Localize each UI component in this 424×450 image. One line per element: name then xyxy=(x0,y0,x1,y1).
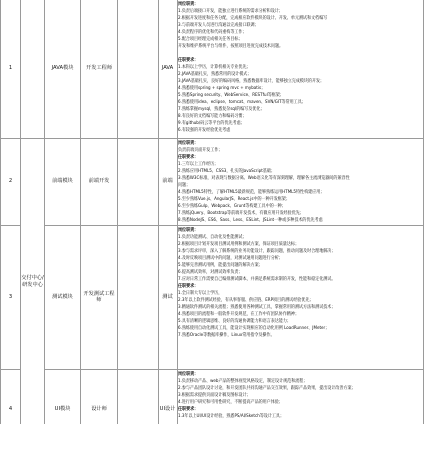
requirement-line: 开发和维护系统平台与组件，按照项目进度完成技术问题。 xyxy=(178,44,284,50)
section-heading: 岗位职责： xyxy=(178,372,199,377)
requirement-line: 2.参与产品团队设计讨论，和开发团队共同沟通产品交互效果，跟踪产品效果，提出设计改善方案； xyxy=(178,386,356,392)
requirement-line: 4.熟悉HTML5特性，了解HTML5最新规范，能够熟练运用HTML5特性构建应用； xyxy=(178,190,325,196)
requirement-line: 3.JAVA基础扎实，良好的编码风格，熟悉数据库设计，能够独立完成模块的开发； xyxy=(178,79,325,85)
row-number: 2 xyxy=(8,178,13,185)
section-heading: 任职要求： xyxy=(178,407,199,413)
requirement-line: 7.熟练掌握mysql，熟悉复杂sql的编写及优化； xyxy=(178,107,265,113)
requirement-line: 1.负责移动产品、web产品的整体视觉风格设定，制定设计规范和流程； xyxy=(178,379,308,385)
tech-cell: 测试 xyxy=(162,293,173,300)
requirement-line: 6.熟练使用自动化测试工具，能设计实现相应的自动化用例 LoadRunner、JMeter； xyxy=(178,326,330,332)
requirement-line: 1.负责功能测试、自动化及性能测试； xyxy=(178,235,247,241)
requirement-line: 5.至少熟练Vue.js、AngularJS、React.js中的一种开发框架； xyxy=(178,197,290,203)
requirement-line: 9.有github/码云等平台的优先考虑； xyxy=(178,121,245,127)
requirement-line: 问题； xyxy=(178,183,191,189)
requirement-line: 2.根据开发进度和任务分配，完成相应软件模块的设计、开发、单元测试和文档编写 xyxy=(178,16,328,22)
requirement-line: 3.熟悉W3C标准，对表现与数据分离、Web语义化等有深刻理解，理解各主流浏览器间的兼容性 xyxy=(178,176,350,182)
requirement-line: 2.根据项目计划开发项目测试用例和测试方案，保证项目质量达标； xyxy=(178,242,300,248)
row-number: 3 xyxy=(8,293,13,300)
tech-cell: 前端 xyxy=(162,178,173,185)
requirement-line: 4.及时反映项目测试中的问题，对测试通用问题进行分析； xyxy=(178,256,283,262)
requirement-line: 1.3年以上UI/UI设计经验，熟悉PS/AI/Sketch等设计工具； xyxy=(178,414,285,420)
requirement-line: 1.全日制大专以上学历， xyxy=(178,291,223,297)
position-cell: 开发测试工程师 xyxy=(83,291,115,303)
requirement-line: 8.有良好的文档编写能力和编码习惯； xyxy=(178,114,247,120)
requirement-line: 6.有较强的开发经验优先考虑 xyxy=(178,128,231,134)
department-cell: 交付中心/研发中心 xyxy=(21,274,44,288)
section-heading: 岗位职责： xyxy=(178,141,199,146)
module-cell: 前端模块 xyxy=(52,178,73,185)
requirement-line: 2.JAVA基础扎实，熟悉常用的设计模式； xyxy=(178,72,252,78)
module-cell: 测试模块 xyxy=(52,293,73,300)
requirement-line: 3.参与需求评审，深入了解系统的业务功能设计，跟踪问题，推动问题及时合理地解决； xyxy=(178,249,336,255)
requirements-cell xyxy=(178,1,423,138)
tech-cell: JAVA xyxy=(161,65,174,72)
requirement-line: 1.三年以上工作经历； xyxy=(178,162,219,168)
requirement-line: 6.提高测试效率，对测试效率负责； xyxy=(178,270,243,276)
section-heading: 岗位职责： xyxy=(178,228,199,233)
requirement-line: 负责前端页面开发工作； xyxy=(178,148,223,154)
requirement-line: 5.配合项目经理完成相关任务目标； xyxy=(178,37,243,43)
requirement-line: 4.负责程序的优化和代码重构等工作； xyxy=(178,30,247,36)
requirement-line: 1.本科以上学历，计算机相关专业优先； xyxy=(178,65,251,71)
section-heading: 任职要求： xyxy=(178,284,199,290)
requirement-line: 7.熟悉Oracle等数据库操作，Linux常用指令及操作。 xyxy=(178,333,275,339)
requirement-line: 7.熟练jQuery、Bootstrap等前端开发技术，有微应用开发经验优先； xyxy=(178,211,304,217)
module-cell: JAVA模块 xyxy=(51,65,74,72)
requirement-line: 8.熟悉NodeJS、ES6、Sass、Less、ESLint、JSLint一种或多种技术的优先考虑 xyxy=(178,218,323,224)
requirement-line: 4.进行用户研究和可用性研究，不断提高产品的用户体验； xyxy=(178,400,283,406)
requirement-line: 5.能够完善测试用例，能提出问题的解决方案； xyxy=(178,263,263,269)
position-cell: 开发工程师 xyxy=(86,65,112,72)
section-heading: 任职要求： xyxy=(178,58,199,64)
requirements-cell xyxy=(178,227,423,369)
requirements-cell xyxy=(178,371,423,424)
section-heading: 任职要求： xyxy=(178,155,199,161)
position-cell: 设计师 xyxy=(91,406,107,413)
row-number: 1 xyxy=(8,65,13,72)
module-cell: UI模块 xyxy=(54,406,71,413)
position-cell: 前端开发 xyxy=(88,178,110,185)
requirement-line: 2.熟练应用HTML5、CSS3，扎实的JavaScript基础； xyxy=(178,169,275,175)
requirements-cell xyxy=(178,140,423,225)
requirement-line xyxy=(178,50,403,57)
tech-cell: UI设计 xyxy=(159,406,176,413)
requirement-line: 6.至少熟练Gulp、Webpack、Grunt等构建工具中的一种； xyxy=(178,204,286,210)
requirement-line: 3.与前端开发人员进行沟通以完成接口联调； xyxy=(178,23,259,29)
requirement-line: 5.具有清晰的逻辑思维、良好的沟通协调能力和语言表达能力； xyxy=(178,319,291,325)
requirement-line: 3.根据需求提供页面设计稿及图标设计； xyxy=(178,393,251,399)
requirement-line: 5.熟悉Spring security、WebService、RESTful等框架； xyxy=(178,93,284,99)
requirement-line: 6.熟悉使用idea、eclipse、tomcat、maven、SVN/GIT等常用工具； xyxy=(178,100,306,106)
section-heading: 岗位职责： xyxy=(178,2,199,7)
requirement-line: 7.应对日常工作需要自己编排测试脚本，并满足系统需求制的开发，性能和稳定化测试。 xyxy=(178,277,336,283)
requirement-line: 4.熟悉使用spring + spring mvc + mybatis； xyxy=(178,86,266,92)
requirement-line: 2.3年以上软件测试经验，有从事客服、供应链、ERP项目的测试经验优先； xyxy=(178,298,314,304)
table-divider xyxy=(117,0,118,424)
requirement-line: 1.负责后端接口开发，能独立进行系统的需求分析和设计； xyxy=(178,9,283,15)
requirement-line: 3.精通软件测试的相关流程；熟悉使用各种测试工具，掌握常用的测试方法和测试技术； xyxy=(178,305,336,311)
requirement-line: 4.熟悉项目的流程和一般软件开发规范，在工作中有团队协作精神； xyxy=(178,312,300,318)
row-number: 4 xyxy=(8,406,13,413)
